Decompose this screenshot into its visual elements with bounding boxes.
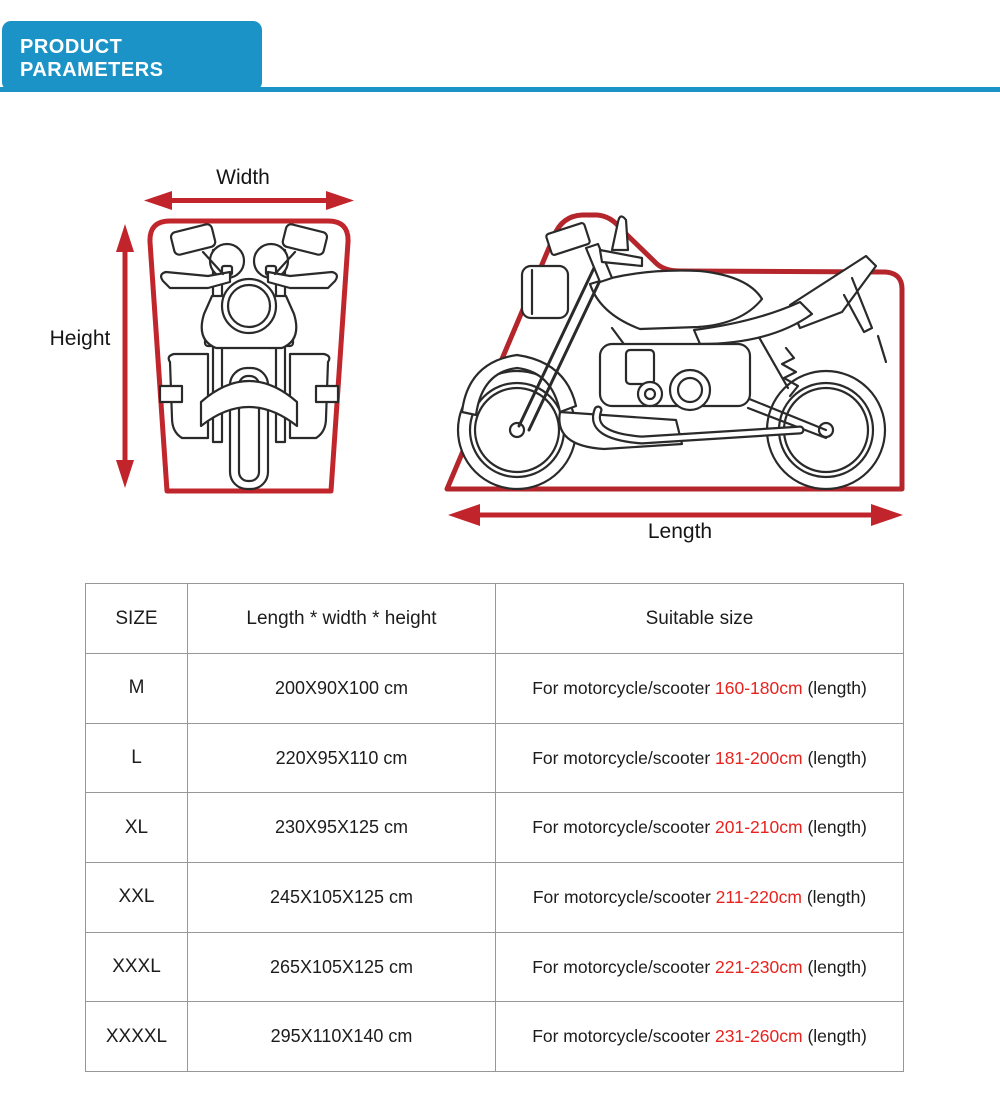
column-header-size: SIZE xyxy=(86,584,188,654)
size-cell: XXXL xyxy=(86,932,188,1002)
suitable-range: 160-180cm xyxy=(715,677,803,698)
table-header-row xyxy=(86,584,904,654)
size-cell: M xyxy=(86,654,188,724)
suitable-size-cell xyxy=(496,723,904,793)
dimensions-cell: 200X90X100 cm xyxy=(188,654,496,724)
header-divider xyxy=(0,87,1000,92)
suitable-suffix: (length) xyxy=(807,747,867,768)
height-arrow-icon xyxy=(116,224,134,488)
motorcycle-side-view-drawing xyxy=(458,216,886,489)
suitable-suffix: (length) xyxy=(807,1026,867,1047)
page-title: PRODUCT PARAMETERS xyxy=(20,36,164,81)
dimensions-cell: 295X110X140 cm xyxy=(188,1002,496,1072)
suitable-size-cell xyxy=(496,1002,904,1072)
table-row xyxy=(86,932,904,1002)
suitable-range: 201-210cm xyxy=(715,817,803,838)
suitable-range: 231-260cm xyxy=(715,1026,803,1047)
column-header-dimensions: Length * width * height xyxy=(188,584,496,654)
suitable-suffix: (length) xyxy=(807,817,867,838)
width-arrow-icon xyxy=(144,191,354,210)
size-cell: XXL xyxy=(86,863,188,933)
suitable-size-cell xyxy=(496,793,904,863)
suitable-range: 181-200cm xyxy=(715,747,803,768)
size-chart-table xyxy=(85,583,904,1072)
suitable-prefix: For motorcycle/scooter xyxy=(532,677,711,698)
suitable-prefix: For motorcycle/scooter xyxy=(532,817,711,838)
length-arrow-icon xyxy=(448,504,903,526)
size-cell: XL xyxy=(86,793,188,863)
column-header-suitable-size: Suitable size xyxy=(496,584,904,654)
dimensions-cell: 245X105X125 cm xyxy=(188,863,496,933)
length-dimension-label: Length xyxy=(647,520,713,543)
suitable-suffix: (length) xyxy=(807,677,867,698)
height-dimension-label: Height xyxy=(49,327,111,350)
table-row xyxy=(86,654,904,724)
section-header-tab xyxy=(2,21,262,91)
suitable-size-cell xyxy=(496,654,904,724)
dimensions-cell: 220X95X110 cm xyxy=(188,723,496,793)
suitable-prefix: For motorcycle/scooter xyxy=(532,1026,711,1047)
dimensions-cell: 265X105X125 cm xyxy=(188,932,496,1002)
suitable-prefix: For motorcycle/scooter xyxy=(532,886,711,907)
size-cell: XXXXL xyxy=(86,1002,188,1072)
suitable-suffix: (length) xyxy=(806,886,867,907)
width-dimension-label: Width xyxy=(216,166,270,189)
size-diagram xyxy=(0,100,1000,570)
dimensions-cell: 230X95X125 cm xyxy=(188,793,496,863)
table-row xyxy=(86,1002,904,1072)
suitable-prefix: For motorcycle/scooter xyxy=(532,956,711,977)
suitable-size-cell xyxy=(496,863,904,933)
suitable-suffix: (length) xyxy=(807,956,867,977)
suitable-range: 211-220cm xyxy=(715,886,802,907)
size-cell: L xyxy=(86,723,188,793)
motorcycle-front-view-drawing xyxy=(160,223,338,489)
suitable-size-cell xyxy=(496,932,904,1002)
table-row xyxy=(86,863,904,933)
table-row xyxy=(86,723,904,793)
suitable-range: 221-230cm xyxy=(715,956,803,977)
table-row xyxy=(86,793,904,863)
suitable-prefix: For motorcycle/scooter xyxy=(532,747,711,768)
